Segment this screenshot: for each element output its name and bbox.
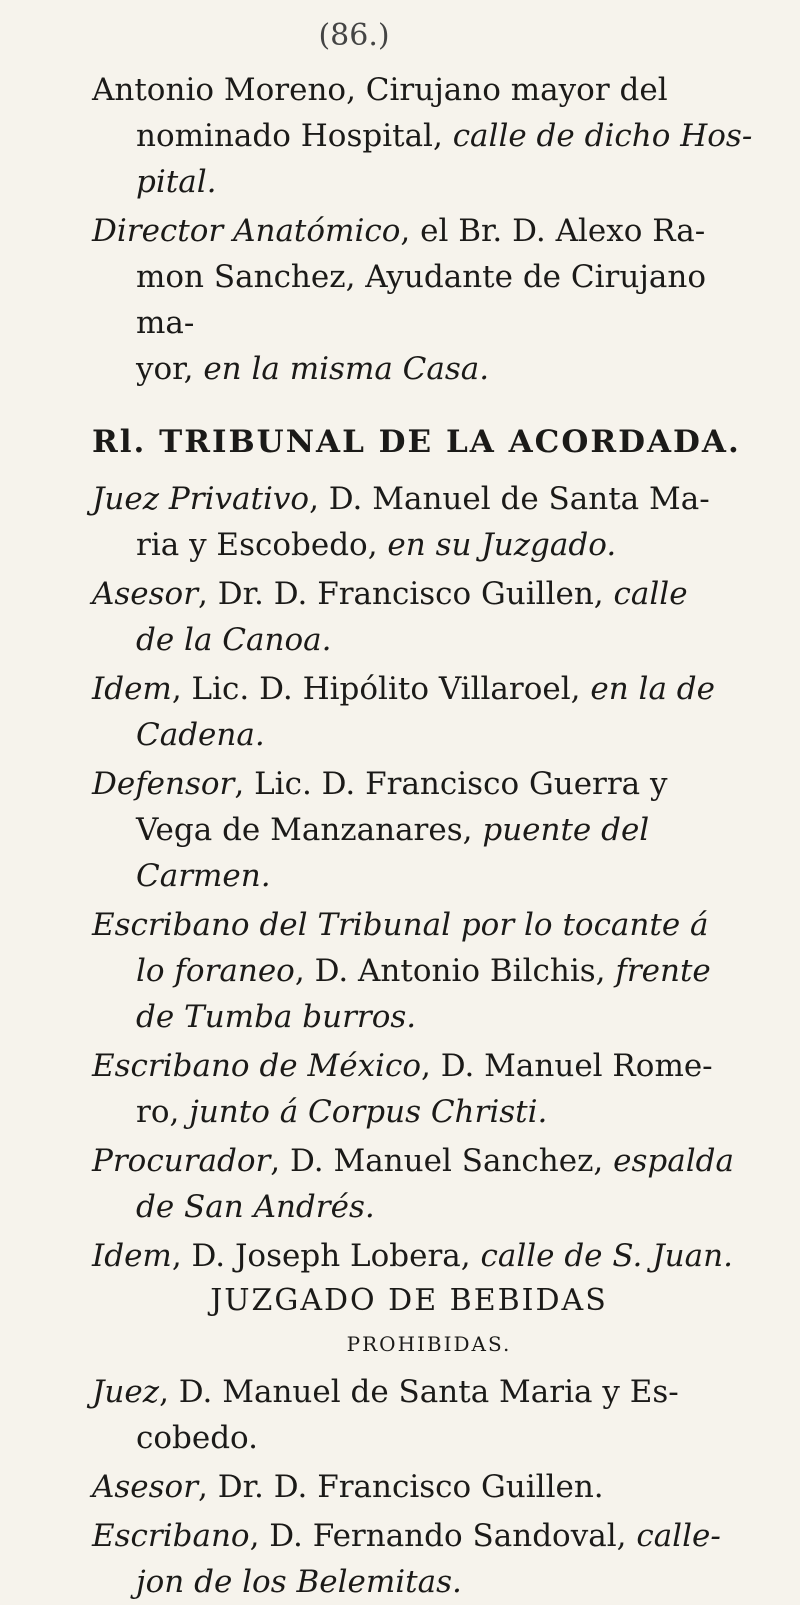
entry-text: , Dr. D. Francisco Guillen, [198, 576, 614, 612]
entry-line [92, 712, 766, 758]
entry-address: jon de los Belemitas. [136, 1564, 462, 1600]
page-number: (86.) [318, 18, 390, 53]
entry-juez-privativo [92, 476, 766, 568]
entry-text: , Dr. D. Francisco Guillen. [198, 1469, 604, 1505]
entry-text: , D. Antonio Bilchis, [294, 953, 616, 989]
entry-text: , Lic. D. Francisco Guerra y [234, 766, 668, 802]
entry-address: de San Andrés. [136, 1189, 375, 1225]
entry-address: en la misma Casa. [203, 351, 490, 387]
entry-line [92, 617, 766, 663]
entry-text: , D. Manuel Rome- [421, 1048, 713, 1084]
entry-line [92, 994, 766, 1040]
entry-text: , D. Fernando Sandoval, [249, 1518, 637, 1554]
entry-cirujano-mayor [92, 67, 766, 205]
entry-line [92, 208, 766, 254]
entry-role: Escribano del Tribunal por lo tocante á [92, 907, 709, 943]
entry-text: Vega de Manzanares, [136, 812, 483, 848]
entry-text: Antonio Moreno, Cirujano mayor del [92, 72, 668, 108]
entry-line [92, 522, 766, 568]
entry-escribano-mexico [92, 1043, 766, 1135]
entry-escribano-tribunal [92, 902, 766, 1040]
entry-role: Juez Privativo [92, 481, 310, 517]
entry-line [92, 1369, 766, 1415]
entry-line [92, 346, 766, 392]
entry-text: , Lic. D. Hipólito Villaroel, [171, 671, 591, 707]
entry-line [92, 807, 766, 899]
section-subheading-prohibidas: PROHIBIDAS. [346, 1332, 512, 1356]
entry-address: puente del Carmen. [136, 812, 650, 894]
entry-text: ro, [136, 1094, 190, 1130]
section-heading-juzgado-bebidas: JUZGADO DE BEBIDAS [210, 1283, 608, 1318]
section-heading-tribunal-acordada: Rl. TRIBUNAL DE LA ACORDADA. [92, 424, 741, 460]
entry-line [92, 159, 766, 205]
entry-text: , D. Manuel Sanchez, [270, 1143, 614, 1179]
entry-line [92, 254, 766, 346]
entry-line [92, 571, 766, 617]
entry-line [92, 948, 766, 994]
entry-role: Asesor [92, 1469, 199, 1505]
entry-defensor [92, 761, 766, 899]
entry-text: yor, [136, 351, 204, 387]
entry-line [92, 761, 766, 807]
entry-asesor-bebidas [92, 1464, 766, 1510]
entry-text: nominado Hospital, [136, 118, 453, 154]
entry-address: de Tumba burros. [136, 999, 417, 1035]
entry-line [92, 476, 766, 522]
entry-role: Escribano de México [92, 1048, 421, 1084]
entry-line [92, 1233, 766, 1279]
entry-text: , D. Joseph Lobera, [171, 1238, 481, 1274]
entry-role: Escribano [92, 1518, 250, 1554]
entry-asesor [92, 571, 766, 663]
entry-address: calle [613, 576, 688, 612]
entry-address: de la Canoa. [136, 622, 332, 658]
entry-address: junto á Corpus Christi. [189, 1094, 548, 1130]
entry-address: pital. [136, 164, 217, 200]
entry-text: , el Br. D. Alexo Ra- [400, 213, 706, 249]
entry-text: mon Sanchez, Ayudante de Cirujano ma- [136, 259, 707, 341]
entry-escribano-bebidas [92, 1513, 766, 1605]
entry-address: espalda [613, 1143, 734, 1179]
entry-address: en su Juzgado. [387, 527, 617, 563]
entry-address: calle de S. Juan. [480, 1238, 733, 1274]
entry-text: cobedo. [136, 1420, 259, 1456]
entry-line [92, 666, 766, 712]
entry-address: calle de dicho Hos- [452, 118, 753, 154]
entry-text: , D. Manuel de Santa Maria y Es- [159, 1374, 679, 1410]
entry-address: frente [615, 953, 711, 989]
entry-text: , D. Manuel de Santa Ma- [309, 481, 710, 517]
entry-role: Asesor [92, 576, 199, 612]
entry-line [92, 1043, 766, 1089]
entry-text: ria y Escobedo, [136, 527, 388, 563]
entry-line [92, 1559, 766, 1605]
entry-role: Director Anatómico [92, 213, 401, 249]
entry-address: en la de [590, 671, 715, 707]
entry-line [92, 1513, 766, 1559]
entry-director-anatomico [92, 208, 766, 392]
entry-role: Juez [92, 1374, 160, 1410]
entry-juez [92, 1369, 766, 1461]
entry-address: Cadena. [136, 717, 265, 753]
entry-role: lo foraneo [136, 953, 295, 989]
entry-line [92, 67, 766, 113]
entry-procurador [92, 1138, 766, 1230]
entry-line [92, 1138, 766, 1184]
entry-role: Defensor [92, 766, 235, 802]
entry-line [92, 1089, 766, 1135]
entry-line [92, 1415, 766, 1461]
entry-line [92, 1464, 766, 1510]
entry-line [92, 113, 766, 159]
entry-line [92, 1184, 766, 1230]
entry-line [92, 902, 766, 948]
entry-role: Procurador [92, 1143, 271, 1179]
entry-idem-procurador [92, 1233, 766, 1279]
entry-role: Idem [92, 1238, 172, 1274]
entry-role: Idem [92, 671, 172, 707]
entry-idem [92, 666, 766, 758]
entry-address: calle- [636, 1518, 721, 1554]
